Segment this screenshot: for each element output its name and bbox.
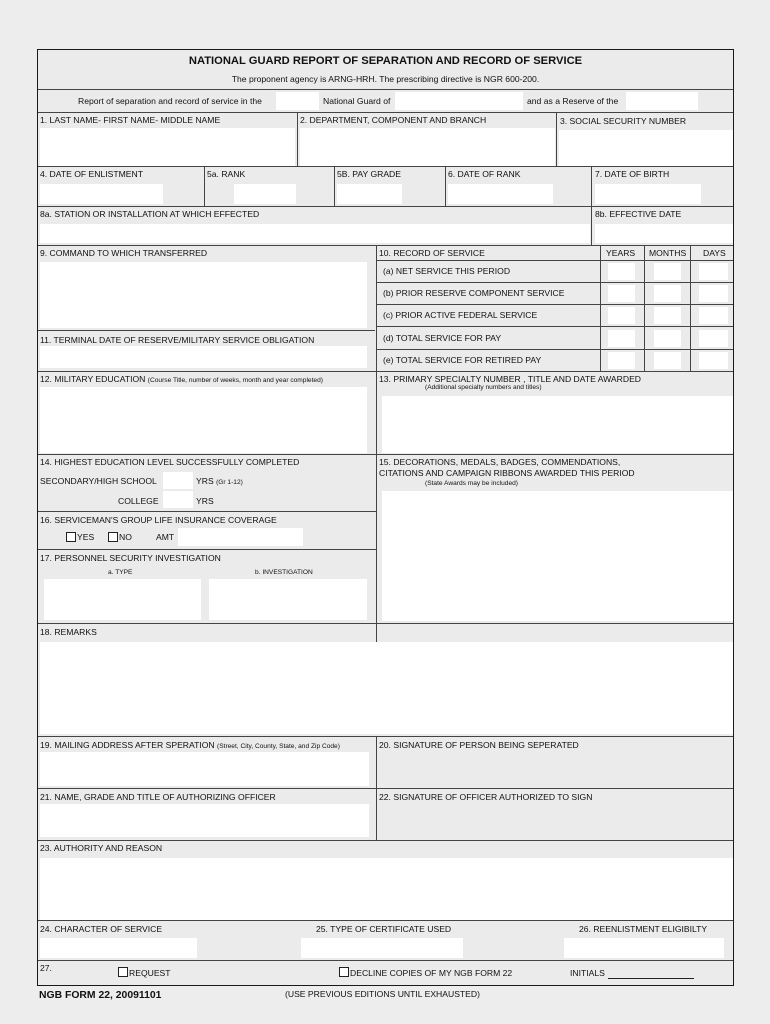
months-column-header: MONTHS	[649, 248, 687, 258]
date-of-rank-label: 6. DATE OF RANK	[448, 169, 521, 179]
authority-reason-label: 23. AUTHORITY AND REASON	[40, 843, 163, 853]
sgli-yes-label: YES	[77, 532, 95, 542]
prior-reserve-years[interactable]	[608, 285, 635, 302]
editions-note: (USE PREVIOUS EDITIONS UNTIL EXHAUSTED)	[285, 989, 480, 999]
initials-label: INITIALS	[570, 968, 605, 978]
reserve-of-label: and as a Reserve of the	[527, 96, 619, 106]
divider	[38, 206, 734, 207]
service-row-label: (b) PRIOR RESERVE COMPONENT SERVICE	[383, 288, 565, 298]
primary-specialty-field[interactable]	[382, 396, 733, 453]
divider	[38, 454, 734, 455]
last-name-label: 1. LAST NAME- FIRST NAME- MIDDLE NAME	[40, 115, 221, 125]
total-pay-years[interactable]	[608, 330, 635, 347]
net-service-months[interactable]	[654, 263, 681, 280]
decorations-label: 15. DECORATIONS, MEDALS, BADGES, COMMENDATIONS,	[379, 457, 621, 467]
security-investigation-label: 17. PERSONNEL SECURITY INVESTIGATION	[40, 553, 221, 563]
divider	[38, 245, 734, 246]
reenlistment-eligibility-field[interactable]	[564, 938, 724, 958]
divider	[38, 89, 734, 90]
ssn-field[interactable]	[559, 130, 733, 166]
authority-reason-field[interactable]	[40, 858, 733, 920]
authorizing-officer-field[interactable]	[40, 804, 369, 837]
separation-form	[37, 49, 734, 986]
divider	[376, 349, 734, 350]
investigation-type-field[interactable]	[44, 579, 201, 620]
divider	[38, 788, 734, 789]
decorations-note: (State Awards may be included)	[425, 480, 518, 487]
service-row-label: (a) NET SERVICE THIS PERIOD	[383, 266, 511, 276]
birth-date-field[interactable]	[595, 184, 701, 204]
national-guard-of-label: National Guard of	[323, 96, 391, 106]
enlistment-date-field[interactable]	[40, 184, 163, 204]
high-school-label: SECONDARY/HIGH SCHOOL	[40, 476, 157, 486]
prior-reserve-days[interactable]	[699, 285, 728, 302]
divider	[38, 840, 734, 841]
decorations-field[interactable]	[382, 491, 733, 621]
sgli-no-label: NO	[119, 532, 132, 542]
divider	[38, 736, 734, 737]
divider	[38, 112, 734, 113]
reserve-of-field[interactable]	[626, 92, 698, 110]
report-state-field[interactable]	[276, 92, 319, 110]
decline-checkbox[interactable]	[339, 967, 349, 977]
remarks-label: 18. REMARKS	[40, 627, 97, 637]
service-row-label: (c) PRIOR ACTIVE FEDERAL SERVICE	[383, 310, 538, 320]
total-pay-months[interactable]	[654, 330, 681, 347]
divider	[204, 166, 205, 206]
birth-date-label: 7. DATE OF BIRTH	[595, 169, 670, 179]
primary-specialty-note: (Additional specialty numbers and titles)	[425, 384, 542, 391]
decorations-label-line2: CITATIONS AND CAMPAIGN RIBBONS AWARDED THIS PERIOD	[379, 468, 635, 478]
department-label: 2. DEPARTMENT, COMPONENT AND BRANCH	[300, 115, 487, 125]
pay-grade-field[interactable]	[337, 184, 402, 204]
college-years-label: YRS	[196, 496, 214, 506]
character-of-service-label: 24. CHARACTER OF SERVICE	[40, 924, 163, 934]
date-of-rank-field[interactable]	[448, 184, 553, 204]
certificate-type-label: 25. TYPE OF CERTIFICATE USED	[316, 924, 452, 934]
sgli-no-checkbox[interactable]	[108, 532, 118, 542]
total-retired-days[interactable]	[699, 352, 728, 369]
high-school-years-label: YRS (Gr 1-12)	[196, 476, 243, 486]
officer-signature-label: 22. SIGNATURE OF OFFICER AUTHORIZED TO SIGN	[379, 792, 593, 802]
divider	[38, 166, 734, 167]
primary-specialty-label: 13. PRIMARY SPECIALTY NUMBER , TITLE AND DATE AWARDED	[379, 374, 642, 384]
certificate-type-field[interactable]	[301, 938, 463, 958]
divider	[38, 549, 376, 550]
divider	[556, 112, 557, 167]
decline-label: DECLINE COPIES OF MY NGB FORM 22	[350, 968, 513, 978]
days-column-header: DAYS	[703, 248, 726, 258]
college-years-field[interactable]	[163, 491, 193, 508]
investigation-label: b. INVESTIGATION	[255, 569, 313, 576]
station-field[interactable]	[40, 224, 590, 243]
prior-active-months[interactable]	[654, 307, 681, 324]
divider	[376, 260, 734, 261]
terminal-date-field[interactable]	[40, 346, 367, 368]
military-education-label: 12. MILITARY EDUCATION (Course Title, number of weeks, month and year completed)	[40, 374, 323, 384]
divider	[297, 112, 298, 167]
net-service-days[interactable]	[699, 263, 728, 280]
sgli-amount-field[interactable]	[178, 528, 303, 546]
mailing-address-label: 19. MAILING ADDRESS AFTER SPERATION (Street, City, County, State, and Zip Code)	[40, 740, 340, 750]
department-field[interactable]	[300, 128, 555, 166]
request-label: REQUEST	[129, 968, 171, 978]
divider	[38, 920, 734, 921]
divider	[38, 511, 376, 512]
reenlistment-eligibility-label: 26. REENLISTMENT ELIGIBILTY	[579, 924, 708, 934]
form-subtitle: The proponent agency is ARNG-HRH. The prescribing directive is NGR 600-200.	[231, 74, 540, 84]
command-label: 9. COMMAND TO WHICH TRANSFERRED	[40, 248, 208, 258]
initials-line[interactable]	[608, 978, 694, 979]
national-guard-of-field[interactable]	[395, 92, 523, 110]
total-retired-years[interactable]	[608, 352, 635, 369]
pay-grade-label: 5B. PAY GRADE	[337, 169, 401, 179]
rank-label: 5a. RANK	[207, 169, 246, 179]
divider	[376, 282, 734, 283]
divider	[591, 206, 592, 246]
high-school-years-field[interactable]	[163, 472, 193, 489]
military-education-field[interactable]	[40, 387, 367, 453]
divider	[644, 245, 645, 372]
military-education-note: (Course Title, number of weeks, month and year completed)	[147, 377, 323, 384]
mailing-address-field[interactable]	[40, 752, 369, 786]
total-pay-days[interactable]	[699, 330, 728, 347]
record-of-service-label: 10. RECORD OF SERVICE	[379, 248, 485, 258]
station-label: 8a. STATION OR INSTALLATION AT WHICH EFFECTED	[40, 209, 260, 219]
character-of-service-field[interactable]	[40, 938, 197, 958]
college-label: COLLEGE	[118, 496, 159, 506]
service-row-label: (e) TOTAL SERVICE FOR RETIRED PAY	[383, 355, 542, 365]
authorizing-officer-label: 21. NAME, GRADE AND TITLE OF AUTHORIZING OFFICER	[40, 792, 276, 802]
enlistment-date-label: 4. DATE OF ENLISTMENT	[40, 169, 143, 179]
grade-note: (Gr 1-12)	[216, 479, 243, 486]
form-number: NGB FORM 22, 20091101	[39, 990, 162, 1001]
ssn-label: 3. SOCIAL SECURITY NUMBER	[560, 116, 687, 126]
effective-date-label: 8b. EFFECTIVE DATE	[595, 209, 682, 219]
sgli-amount-label: AMT	[156, 532, 175, 542]
education-level-label: 14. HIGHEST EDUCATION LEVEL SUCCESSFULLY COMPLETED	[40, 457, 300, 467]
service-row-label: (d) TOTAL SERVICE FOR PAY	[383, 333, 502, 343]
divider	[334, 166, 335, 206]
sgli-label: 16. SERVICEMAN'S GROUP LIFE INSURANCE COVERAGE	[40, 515, 277, 525]
rank-field[interactable]	[234, 184, 296, 204]
investigation-type-label: a. TYPE	[108, 569, 133, 576]
name-field[interactable]	[40, 128, 295, 166]
remarks-field[interactable]	[40, 642, 733, 734]
total-retired-months[interactable]	[654, 352, 681, 369]
prior-reserve-months[interactable]	[654, 285, 681, 302]
signature-separated-label: 20. SIGNATURE OF PERSON BEING SEPERATED	[379, 740, 579, 750]
divider	[38, 330, 375, 331]
prior-active-days[interactable]	[699, 307, 728, 324]
divider	[690, 245, 691, 372]
report-intro-label: Report of separation and record of service in the	[78, 96, 262, 106]
investigation-field[interactable]	[209, 579, 367, 620]
effective-date-field[interactable]	[595, 224, 733, 243]
divider	[600, 245, 601, 372]
net-service-years[interactable]	[608, 263, 635, 280]
request-checkbox[interactable]	[118, 967, 128, 977]
divider	[591, 166, 592, 206]
divider	[445, 166, 446, 206]
form-title: NATIONAL GUARD REPORT OF SEPARATION AND RECORD OF SERVICE	[188, 55, 583, 67]
divider	[38, 623, 734, 624]
divider	[38, 960, 734, 961]
terminal-date-label: 11. TERMINAL DATE OF RESERVE/MILITARY SERVICE OBLIGATION	[40, 335, 315, 345]
years-column-header: YEARS	[606, 248, 636, 258]
mailing-address-note: (Street, City, County, State, and Zip Code)	[217, 743, 340, 750]
divider	[38, 371, 734, 372]
item-27-label: 27.	[40, 963, 52, 973]
prior-active-years[interactable]	[608, 307, 635, 324]
divider	[376, 304, 734, 305]
divider	[376, 326, 734, 327]
sgli-yes-checkbox[interactable]	[66, 532, 76, 542]
command-field[interactable]	[40, 262, 367, 328]
